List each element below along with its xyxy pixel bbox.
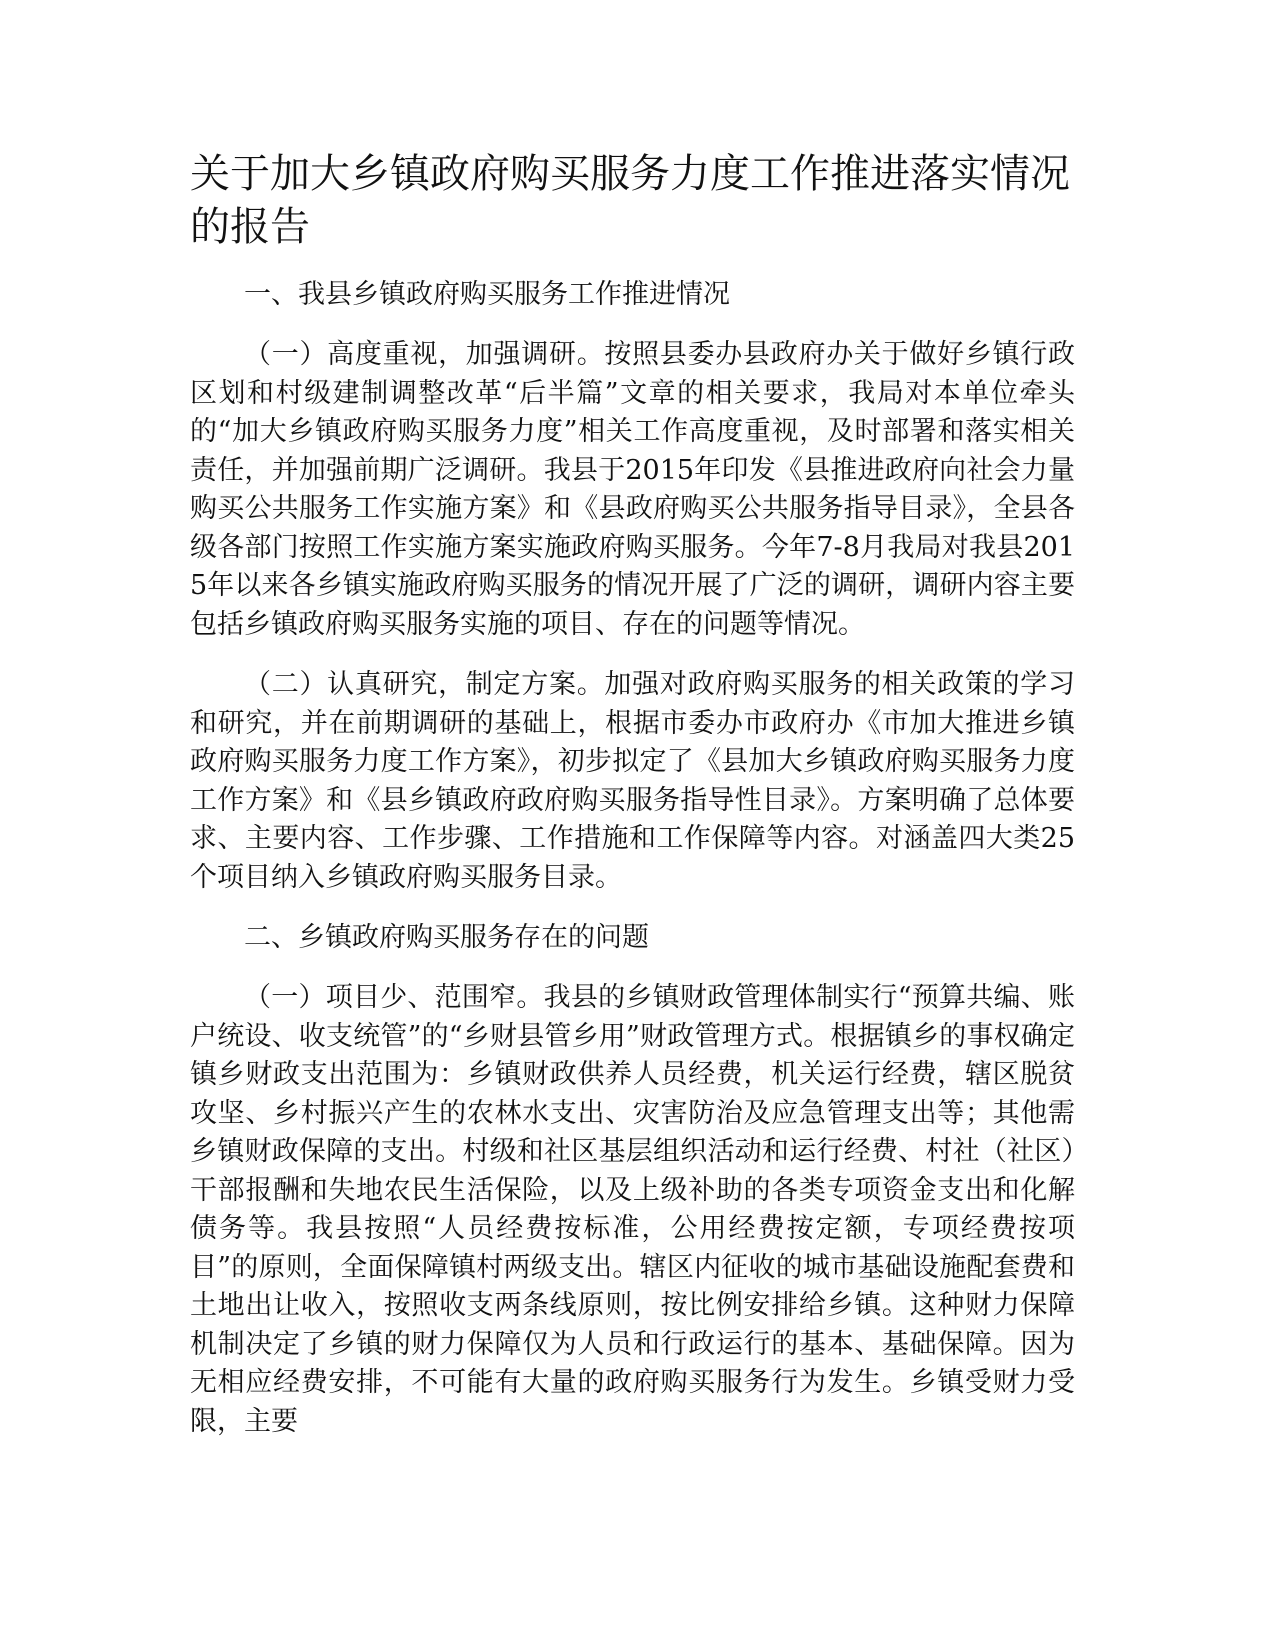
section-heading: 二、乡镇政府购买服务存在的问题 [244, 922, 649, 953]
paragraph-spacer [190, 314, 1075, 336]
paragraph-spacer [190, 644, 1075, 666]
section-spacer [190, 897, 1075, 919]
document-body [190, 148, 1075, 1441]
title-spacer [190, 254, 1075, 276]
section-heading: 一、我县乡镇政府购买服务工作推进情况 [244, 279, 730, 310]
paragraph-spacer [190, 957, 1075, 979]
paragraph: （一）高度重视，加强调研。按照县委办县政府办关于做好乡镇行政区划和村级建制调整改革“后半篇”文章的相关要求，我局对本单位牵头的“加大乡镇政府购买服务力度”相关工作高度重视，及时部署和落实相关责任，并加强前期广泛调研。我县于2015年印发《县推进政府向社会力量购买公共服务工作实施方案》和《县政府购买公共服务指导目录》，全县各级各部门按照工作实施方案实施政府购买服务。今年7-8月我局对我县2015年以来各乡镇实施政府购买服务的情况开展了广泛的调研，调研内容主要包括乡镇政府购买服务实施的项目、存在的问题等情况。 [190, 339, 1075, 640]
section-1 [190, 276, 1075, 897]
document-title: 关于加大乡镇政府购买服务力度工作推进落实情况的报告 [190, 151, 1070, 250]
section-2 [190, 919, 1075, 1441]
paragraph: （二）认真研究，制定方案。加强对政府购买服务的相关政策的学习和研究，并在前期调研的基础上，根据市委办市政府办《市加大推进乡镇政府购买服务力度工作方案》，初步拟定了《县加大乡镇政府购买服务力度工作方案》和《县乡镇政府政府购买服务指导性目录》。方案明确了总体要求、主要内容、工作步骤、工作措施和工作保障等内容。对涵盖四大类25个项目纳入乡镇政府购买服务目录。 [190, 669, 1075, 893]
paragraph: （一）项目少、范围窄。我县的乡镇财政管理体制实行“预算共编、账户统设、收支统管”的“乡财县管乡用”财政管理方式。根据镇乡的事权确定镇乡财政支出范围为：乡镇财政供养人员经费，机关运行经费，辖区脱贫攻坚、乡村振兴产生的农林水支出、灾害防治及应急管理支出等；其他需乡镇财政保障的支出。村级和社区基层组织活动和运行经费、村社（社区）干部报酬和失地农民生活保险，以及上级补助的各类专项资金支出和化解债务等。我县按照“人员经费按标准，公用经费按定额，专项经费按项目”的原则，全面保障镇村两级支出。辖区内征收的城市基础设施配套费和土地出让收入，按照收支两条线原则，按比例安排给乡镇。这种财力保障机制决定了乡镇的财力保障仅为人员和行政运行的基本、基础保障。因为无相应经费安排，不可能有大量的政府购买服务行为发生。乡镇受财力受限，主要 [190, 982, 1075, 1437]
